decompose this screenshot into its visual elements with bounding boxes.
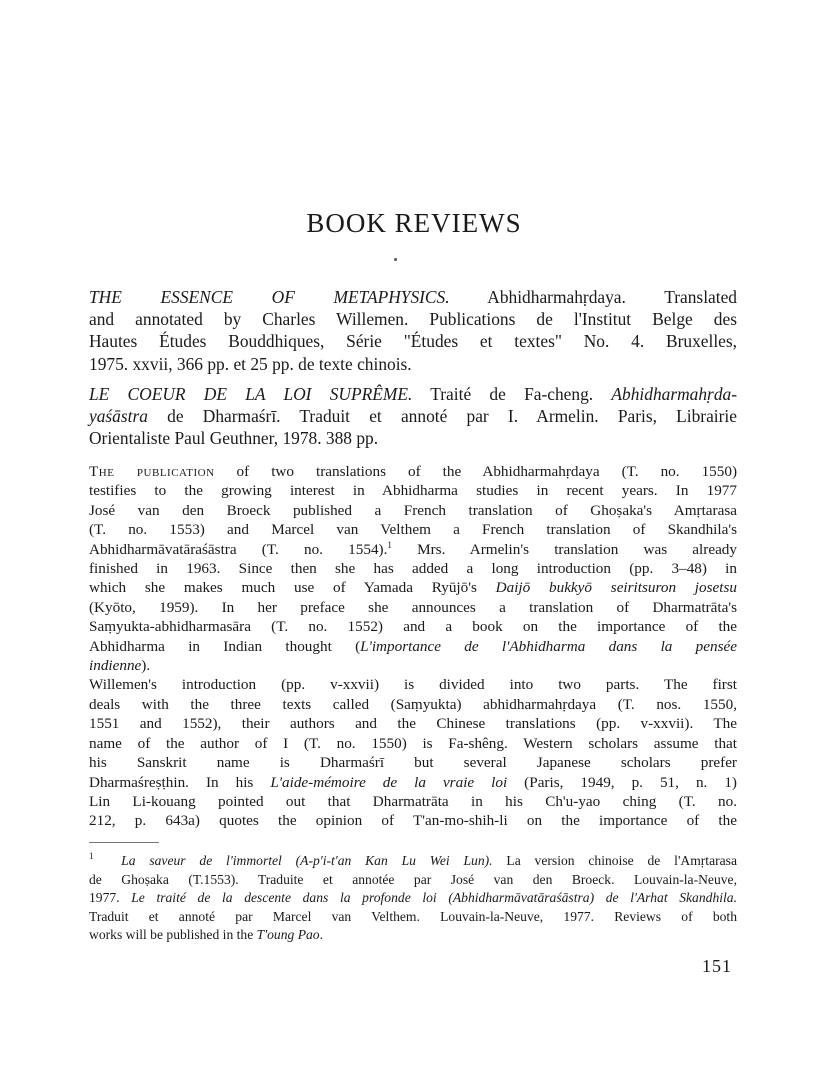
review-body	[89, 462, 737, 831]
body-line: (T. no. 1553) and Marcel van Velthem a French translation of Skandhila's	[89, 521, 737, 539]
body-line: name of the author of I (T. no. 1550) is Fa-shêng. Western scholars assume that	[89, 734, 737, 752]
body-line: his Sanskrit name is Dharmaśrī but several Japanese scholars prefer	[89, 754, 737, 772]
footnote-ref: 1	[387, 539, 392, 550]
body-text: which she makes much use of Yamada Ryūjō's	[89, 579, 496, 597]
body-line: (Kyōto, 1959). In her preface she announces a translation of Dharmatrāta's	[89, 598, 737, 616]
body-text: Abhidharma in Indian thought (	[89, 637, 361, 655]
body-line	[89, 773, 737, 792]
footnote-italic: La saveur de l'immortel (A-p'i-t'an Kan Lu Wei Lun).	[121, 853, 493, 868]
page-number: 151	[702, 956, 732, 976]
entry1-line-3: Hautes Études Bouddhiques, Série "Études et textes" No. 4. Bruxelles,	[89, 331, 737, 352]
footnote-line	[89, 889, 737, 908]
body-line: 212, p. 643a) quotes the opinion of T'an-mo-shih-li on the importance of the	[89, 812, 737, 830]
entry1-line-2: and annotated by Charles Willemen. Publications de l'Institut Belge des	[89, 309, 737, 330]
footnote-line: de Ghoṣaka (T.1553). Traduite et annotée par José van den Broeck. Louvain-la-Neuve,	[89, 871, 737, 887]
entry2-text: Traité de Fa-cheng.	[412, 384, 612, 404]
entry2-line-3: Orientaliste Paul Geuthner, 1978. 388 pp.	[89, 428, 379, 449]
body-line: 1551 and 1552), their authors and the Chinese translations (pp. v-xxvii). The	[89, 715, 737, 733]
body-text: ).	[141, 657, 151, 675]
body-italic: L'aide-mémoire de la vraie loi	[270, 773, 508, 791]
body-line	[89, 540, 737, 559]
body-text: Dharmaśreṣṭhin. In his	[89, 773, 271, 791]
review-entry-2	[89, 383, 737, 450]
body-line: José van den Broeck published a French translation of Ghoṣaka's Amṛtarasa	[89, 501, 737, 519]
entry1-line-4: 1975. xxvii, 366 pp. et 25 pp. de texte chinois.	[89, 353, 412, 374]
body-text: of two translations of the Abhidharmahṛdaya (T. no. 1550)	[214, 463, 737, 480]
book-title: THE ESSENCE OF METAPHYSICS.	[89, 287, 450, 307]
body-text: (Paris, 1949, p. 51, n. 1)	[507, 773, 737, 791]
entry2-line-2	[89, 405, 737, 427]
footnote-line	[89, 926, 737, 945]
body-line: Saṃyukta-abhidharmasāra (T. no. 1552) and a book on the importance of the	[89, 618, 737, 636]
body-line: deals with the three texts called (Saṃyukta) abhidharmahṛdaya (T. nos. 1550,	[89, 695, 737, 713]
footnotes	[89, 852, 737, 945]
footnote-marker: 1	[89, 851, 94, 861]
ornament-dot	[394, 258, 397, 261]
body-line: testifies to the growing interest in Abhidharma studies in recent years. In 1977	[89, 482, 737, 500]
footnote-text: 1977.	[89, 890, 132, 906]
footnote-text: .	[319, 927, 323, 943]
footnote-text: La version chinoise de l'Amṛtarasa	[492, 853, 737, 868]
entry2-italic: yaśāstra	[89, 406, 148, 427]
book-title: LE COEUR DE LA LOI SUPRÊME.	[89, 384, 413, 404]
footnote-text: works will be published in the	[89, 927, 257, 943]
body-text: Mrs. Armelin's translation was already	[391, 540, 737, 558]
body-line: finished in 1963. Since then she has added a long introduction (pp. 3–48) in	[89, 560, 737, 578]
lead-in: The publication	[89, 463, 215, 480]
entry2-italic: Abhidharmahṛda-	[611, 384, 738, 404]
footnote-italic: Le traité de la descente dans la profonde loi (Abhidharmāvatāraśāstra) de l'Arhat Skandhila.	[131, 890, 737, 906]
footnote-line: Traduit et annoté par Marcel van Velthem. Louvain-la-Neuve, 1977. Reviews of both	[89, 908, 737, 924]
body-line	[89, 656, 737, 675]
footnote-rule	[89, 842, 159, 843]
body-text: Abhidharmāvatāraśāstra (T. no. 1554).	[89, 540, 388, 558]
body-italic: indienne	[89, 657, 142, 675]
entry1-line-1	[89, 286, 737, 308]
body-line	[89, 637, 737, 656]
body-line: Lin Li-kouang pointed out that Dharmatrāta in his Ch'u-yao ching (T. no.	[89, 792, 737, 810]
body-line	[89, 462, 737, 481]
entry1-text: Abhidharmahṛdaya. Translated	[449, 287, 737, 307]
body-italic: L'importance de l'Abhidharma dans la pensée	[360, 637, 737, 655]
footnote-line	[89, 852, 737, 871]
review-entry-1	[89, 286, 737, 375]
entry2-line-1	[89, 383, 737, 405]
body-italic: Daijō bukkyō seiritsuron josetsu	[495, 579, 737, 597]
body-line: Willemen's introduction (pp. v-xxvii) is divided into two parts. The first	[89, 676, 737, 694]
entry2-text: de Dharmaśrī. Traduit et annoté par I. Armelin. Paris, Librairie	[147, 406, 737, 427]
footnote-italic: T'oung Pao	[256, 927, 320, 943]
section-heading: BOOK REVIEWS	[306, 208, 522, 238]
body-line	[89, 578, 737, 597]
